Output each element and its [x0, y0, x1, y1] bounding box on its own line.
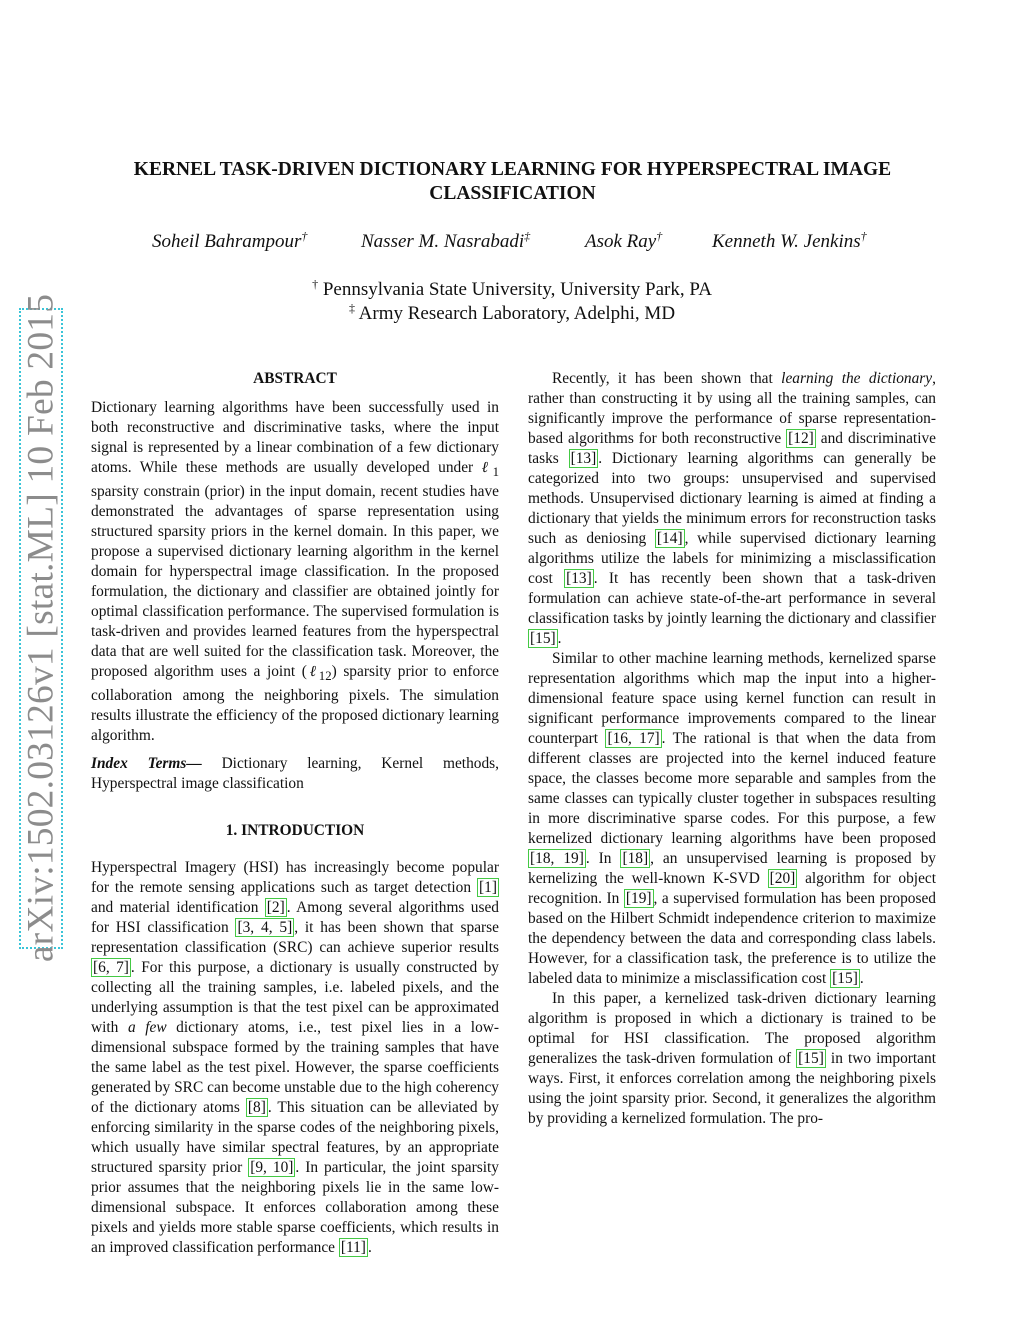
author-3: Asok Ray†	[585, 229, 663, 252]
citation-link[interactable]: [13]	[570, 450, 597, 467]
introduction-heading: 1. INTRODUCTION	[225, 822, 365, 840]
citation-link[interactable]: [12]	[788, 430, 814, 447]
citation-link[interactable]: [15]	[832, 970, 858, 987]
left-column	[91, 369, 499, 1258]
citation-link[interactable]: [20]	[769, 870, 796, 887]
right-column	[528, 369, 936, 1129]
citation-link[interactable]: [16, 17]	[607, 730, 660, 747]
citation-link[interactable]: [6, 7]	[93, 959, 129, 977]
author-1: Soheil Bahrampour†	[152, 229, 308, 252]
abstract-text: Dictionary learning algorithms have been successfully used in both reconstructive and discriminative tasks, where the input signal is represented by a linear combination of a few dictionary atoms. While these methods are usually developed under ℓ$_1$ sparsity constrain (prior) in the input domain, recent studies have demonstrated the advantages of sparse representation using structured sparsity priors in the kernel domain. In this paper, we propose a supervised dictionary learning algorithm in the kernel domain for hyperspectral image classification. In the proposed formulation, the dictionary and classifier are obtained jointly for optimal classification performance. The supervised formulation is task-driven and provides learned features from the hyperspectral data that are well suited for the classification task. Moreover, the proposed algorithm uses a joint (ℓ$_{12}$) sparsity prior to enforce collaboration among the neighboring pixels. The simulation results illustrate the efficiency of the proposed dictionary learning algorithm.	[91, 399, 499, 745]
index-terms: Index Terms— Dictionary learning, Kernel methods, Hyperspectral image classification	[91, 755, 499, 793]
author-list	[0, 231, 1024, 257]
arxiv-identifier: arXiv:1502.03126v1 [stat.ML] 10 Feb 2015	[20, 293, 62, 963]
citation-link[interactable]: [1]	[479, 879, 497, 897]
author-2: Nasser M. Nasrabadi‡	[361, 229, 531, 252]
citation-link[interactable]: [18]	[622, 850, 649, 867]
citation-link[interactable]: [13]	[566, 570, 592, 587]
citation-link[interactable]: [3, 4, 5]	[237, 919, 293, 937]
affiliation-2: ‡ Army Research Laboratory, Adelphi, MD	[348, 301, 676, 324]
citation-link[interactable]: [14]	[656, 530, 683, 547]
citation-link[interactable]: [18, 19]	[530, 850, 584, 867]
author-4: Kenneth W. Jenkins†	[712, 229, 867, 252]
affiliation-1: † Pennsylvania State University, University Park, PA	[312, 277, 712, 300]
paper-title: KERNEL TASK-DRIVEN DICTIONARY LEARNING FOR HYPERSPECTRAL IMAGE CLASSIFICATION	[133, 159, 892, 204]
intro-paragraph-2: Recently, it has been shown that learning the dictionary, rather than constructing it by using all the training samples, can significantly improve the performance of sparse representation-based algorithms for both reconstructive [12] and discriminative tasks [13] . Dictionary learning algorithms can generally be categorized into two groups: unsupervised and supervised methods. Unsupervised dictionary learning is aimed at finding a dictionary that yields the minimum errors for reconstruction tasks such as deniosing [14] , while supervised dictionary learning algorithms utilize the labels for minimizing a misclassification cost [13] . It has recently been shown that a task-driven formulation can achieve state-of-the-art performance in several classification tasks by jointly learning the dictionary and classifier [15] .	[528, 370, 936, 647]
intro-paragraph-4: In this paper, a kernelized task-driven dictionary learning algorithm is proposed in which a dictionary is trained to be optimal for HSI classification. The proposed algorithm generalizes the task-driven formulation of [15] in two important ways. First, it enforces correlation among the neighboring pixels using the joint sparsity prior. Second, it generalizes the algorithm by providing a kernelized formulation. The pro-	[528, 990, 936, 1127]
citation-link[interactable]: [11]	[340, 1239, 366, 1257]
intro-paragraph-3: Similar to other machine learning methods, kernelized sparse representation algorithms which map the input into a higher-dimensional feature space using kernel function can result in significant performance improvements compared to the linear counterpart [16, 17] . The rational is that when the data from different classes are projected into the kernel induced feature space, the classes become more separable and samples from the same classes can typically cluster together in subspaces resulting in more discriminative sparse codes. For this purpose, a few kernelized dictionary learning algorithms have been proposed [18, 19] . In [18] , an unsupervised learning is proposed by kernelizing the well-known K-SVD [20] algorithm for object recognition. In [19] , a supervised formulation has been proposed based on the Hilbert Schmidt independence criterion to maximize the dependency between the data and corresponding class labels. However, for a classification task, the preference is to utilize the labeled data to minimize a misclassification cost [15] .	[528, 650, 937, 987]
citation-link[interactable]: [8]	[247, 1099, 266, 1117]
citation-link[interactable]: [2]	[266, 899, 285, 917]
citation-link[interactable]: [19]	[625, 890, 652, 907]
citation-link[interactable]: [9, 10]	[250, 1159, 294, 1177]
intro-paragraph-1: Hyperspectral Imagery (HSI) has increasingly become popular for the remote sensing applications such as target detection [1] and material identification [2] . Among several algorithms used for HSI classification [3, 4, 5] , it has been shown that sparse representation classification (SRC) can achieve superior results [6, 7] . For this purpose, a dictionary is usually constructed by collecting all the training samples, i.e. labeled pixels, and the underlying assumption is that the test pixel can be approximated with a few dictionary atoms, i.e., test pixel lies in a low-dimensional subspace formed by the training samples that have the same label as the test pixel. However, the sparse coefficients generated by SRC can become unstable due to the high coherency of the dictionary atoms [8] . This situation can be alleviated by enforcing similarity in the sparse codes of the neighboring pixels, which usually have similar spectral features, by an appropriate structured sparsity prior [9, 10] . In particular, the joint sparsity prior assumes that the neighboring pixels lie in the same low-dimensional subspace. It enforces collaboration among these pixels and yields more stable sparse coefficients, which results in an improved classification performance [11] .	[91, 859, 500, 1257]
citation-link[interactable]: [15]	[530, 630, 556, 647]
abstract-heading: ABSTRACT	[253, 370, 337, 387]
citation-link[interactable]: [15]	[798, 1050, 824, 1067]
